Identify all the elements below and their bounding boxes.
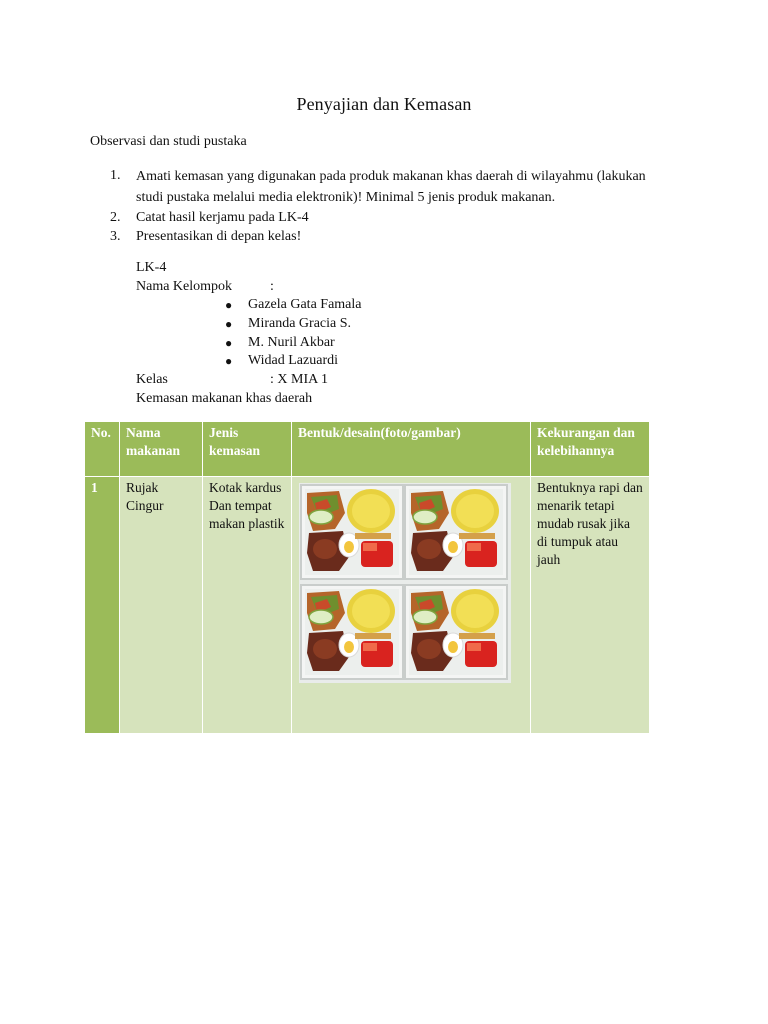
instruction-text: Amati kemasan yang digunakan pada produk makanan khas daerah di wilayahmu (lakukan studi pustaka melalui media elektronik)! Minimal 5 jenis produk makanan. <box>136 169 646 205</box>
list-item <box>136 296 362 315</box>
cell-food-name: Rujak Cingur <box>120 477 203 734</box>
food-box-photo <box>299 483 511 683</box>
header-design: Bentuk/desain(foto/gambar) <box>292 422 531 477</box>
table-caption: Kemasan makanan khas daerah <box>136 390 313 406</box>
cell-no: 1 <box>85 477 120 734</box>
instruction-number: 1. <box>110 168 121 183</box>
class-value: : X MIA 1 <box>270 372 328 388</box>
instruction-item <box>110 227 670 246</box>
group-name-label: Nama Kelompok <box>136 278 233 294</box>
instruction-item <box>110 208 670 227</box>
bullet-icon: ● <box>225 317 233 332</box>
packaging-table <box>84 421 650 734</box>
header-no: No. <box>85 422 120 477</box>
cell-pros-cons: Bentuknya rapi dan menarik tetapi mudab rusak jika di tumpuk atau jauh <box>531 477 650 734</box>
cell-packaging-type: Kotak kardus Dan tempat makan plastik <box>203 477 292 734</box>
member-name: M. Nuril Akbar <box>248 334 335 350</box>
instruction-list <box>110 166 670 246</box>
member-name: Gazela Gata Famala <box>248 297 362 313</box>
table-row <box>85 477 650 734</box>
member-list <box>136 296 362 371</box>
instruction-item <box>110 166 670 208</box>
bullet-icon: ● <box>225 335 233 350</box>
instruction-number: 2. <box>110 210 121 225</box>
class-row <box>136 371 362 390</box>
instruction-number: 3. <box>110 229 121 244</box>
worksheet-code: LK-4 <box>136 260 167 275</box>
subheading: Observasi dan studi pustaka <box>90 134 247 149</box>
cell-design <box>292 477 531 734</box>
member-name: Widad Lazuardi <box>248 353 339 369</box>
header-pros-cons: Kekurangan dan kelebihannya <box>531 422 650 477</box>
member-name: Miranda Gracia S. <box>248 316 352 332</box>
instruction-text: Presentasikan di depan kelas! <box>136 229 302 244</box>
header-food-name: Nama makanan <box>120 422 203 477</box>
instruction-text: Catat hasil kerjamu pada LK-4 <box>136 210 309 225</box>
class-label: Kelas <box>136 372 168 388</box>
group-name-row <box>136 278 362 297</box>
worksheet-info <box>136 259 362 409</box>
bullet-icon: ● <box>225 298 233 313</box>
table-header-row <box>85 422 650 477</box>
group-name-colon: : <box>270 278 274 294</box>
bullet-icon: ● <box>225 354 233 369</box>
list-item <box>136 315 362 334</box>
list-item <box>136 352 362 371</box>
page-title: Penyajian dan Kemasan <box>296 94 472 114</box>
list-item <box>136 334 362 353</box>
header-packaging-type: Jenis kemasan <box>203 422 292 477</box>
